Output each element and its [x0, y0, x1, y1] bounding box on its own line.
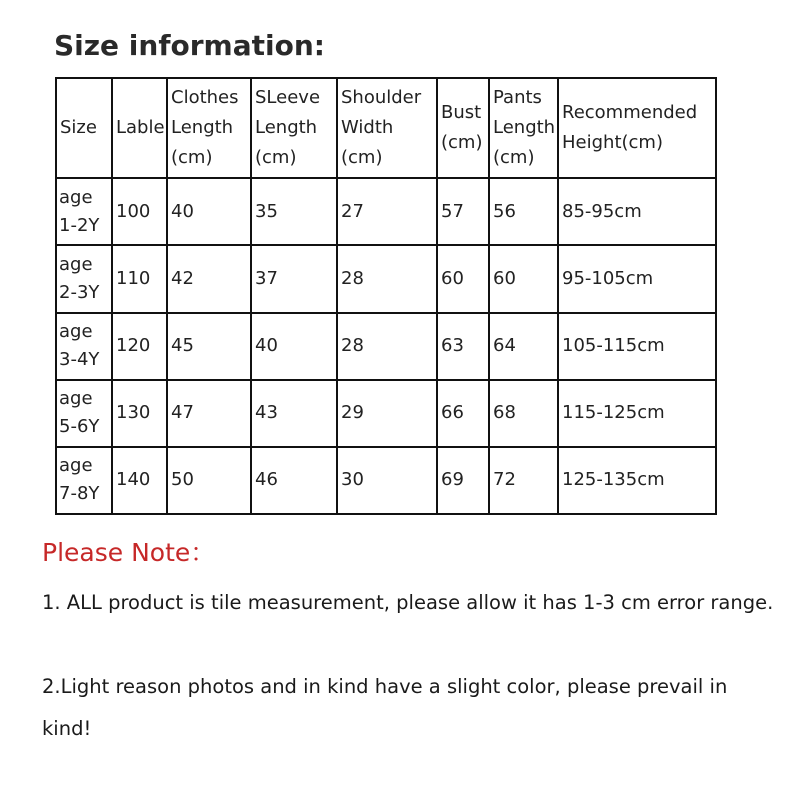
label-cell: 130 — [112, 380, 167, 447]
size-cell: age 5-6Y — [56, 380, 112, 447]
size-table — [55, 77, 717, 515]
clothes-length-cell: 40 — [167, 178, 251, 245]
clothes-length-cell: 47 — [167, 380, 251, 447]
header-shoulder-width: Shoulder Width (cm) — [337, 78, 437, 178]
recommended-height-cell: 105-115cm — [558, 313, 716, 380]
bust-cell: 63 — [437, 313, 489, 380]
pants-length-cell: 60 — [489, 245, 558, 312]
label-cell: 110 — [112, 245, 167, 312]
shoulder-width-cell: 29 — [337, 380, 437, 447]
sleeve-length-cell: 35 — [251, 178, 337, 245]
clothes-length-cell: 50 — [167, 447, 251, 514]
size-cell: age 7-8Y — [56, 447, 112, 514]
header-sleeve-length: SLeeve Length (cm) — [251, 78, 337, 178]
pants-length-cell: 68 — [489, 380, 558, 447]
label-cell: 120 — [112, 313, 167, 380]
note-line-1: 1. ALL product is tile measurement, please allow it has 1-3 cm error range. — [42, 591, 774, 614]
size-cell: age 2-3Y — [56, 245, 112, 312]
header-recommended-height: Recommended Height(cm) — [558, 78, 716, 178]
label-cell: 100 — [112, 178, 167, 245]
note-title: Please Note： — [42, 538, 216, 567]
recommended-height-cell: 95-105cm — [558, 245, 716, 312]
table-row — [56, 245, 716, 312]
shoulder-width-cell: 27 — [337, 178, 437, 245]
table-row — [56, 178, 716, 245]
bust-cell: 66 — [437, 380, 489, 447]
table-row — [56, 313, 716, 380]
shoulder-width-cell: 30 — [337, 447, 437, 514]
table-header-row — [56, 78, 716, 178]
table-row — [56, 380, 716, 447]
header-clothes-length: Clothes Length (cm) — [167, 78, 251, 178]
sleeve-length-cell: 40 — [251, 313, 337, 380]
clothes-length-cell: 45 — [167, 313, 251, 380]
size-cell: age 1-2Y — [56, 178, 112, 245]
sleeve-length-cell: 37 — [251, 245, 337, 312]
sleeve-length-cell: 46 — [251, 447, 337, 514]
shoulder-width-cell: 28 — [337, 313, 437, 380]
header-size: Size — [56, 78, 112, 178]
header-pants-length: Pants Length (cm) — [489, 78, 558, 178]
table-row — [56, 447, 716, 514]
sleeve-length-cell: 43 — [251, 380, 337, 447]
pants-length-cell: 64 — [489, 313, 558, 380]
page-title: Size information: — [54, 29, 325, 62]
bust-cell: 57 — [437, 178, 489, 245]
label-cell: 140 — [112, 447, 167, 514]
pants-length-cell: 56 — [489, 178, 558, 245]
recommended-height-cell: 115-125cm — [558, 380, 716, 447]
bust-cell: 69 — [437, 447, 489, 514]
note-line-2: 2.Light reason photos and in kind have a slight color, please prevail in kind! — [42, 675, 728, 740]
shoulder-width-cell: 28 — [337, 245, 437, 312]
size-cell: age 3-4Y — [56, 313, 112, 380]
header-label: Lable — [112, 78, 167, 178]
pants-length-cell: 72 — [489, 447, 558, 514]
recommended-height-cell: 125-135cm — [558, 447, 716, 514]
clothes-length-cell: 42 — [167, 245, 251, 312]
header-bust: Bust (cm) — [437, 78, 489, 178]
bust-cell: 60 — [437, 245, 489, 312]
recommended-height-cell: 85-95cm — [558, 178, 716, 245]
